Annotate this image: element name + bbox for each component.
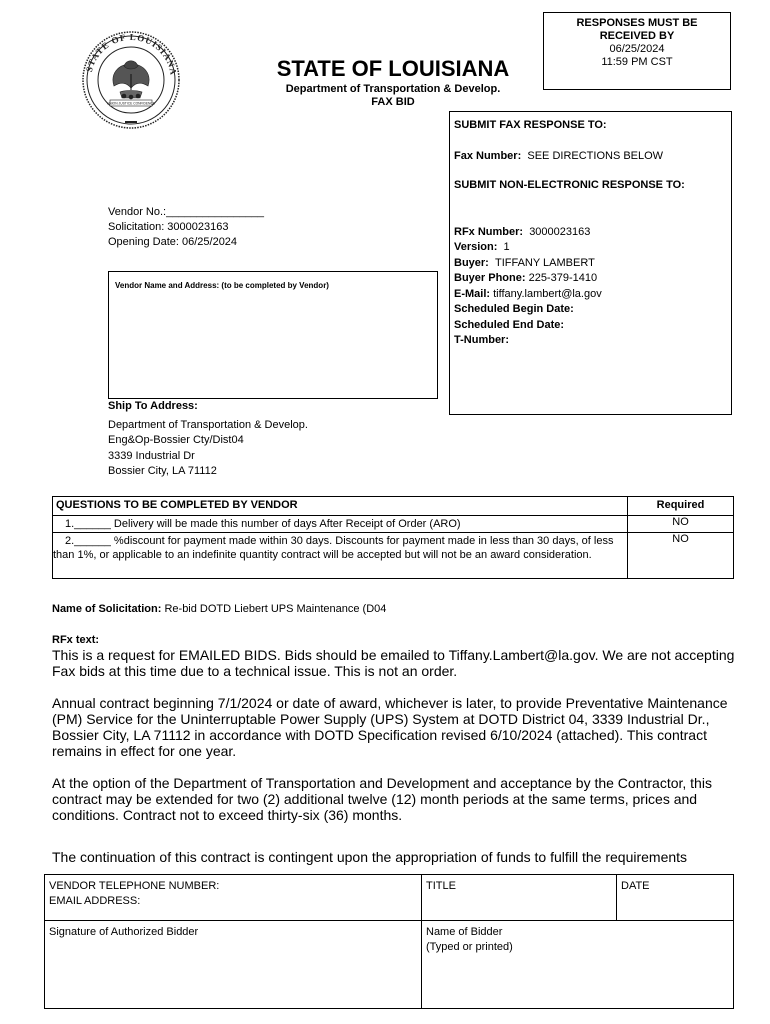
ship-line-2: Eng&Op-Bossier Cty/Dist04: [108, 434, 244, 446]
table-header-row: [53, 497, 734, 516]
ship-to-label: Ship To Address:: [108, 400, 198, 412]
vendor-phone-label: VENDOR TELEPHONE NUMBER:: [49, 880, 220, 892]
deadline-line1: RESPONSES MUST BE: [576, 17, 698, 29]
solicitation-number: Solicitation: 3000023163: [108, 221, 229, 233]
bidder-name-label: Name of Bidder: [426, 926, 503, 938]
ship-line-1: Department of Transportation & Develop.: [108, 418, 308, 431]
opening-date: Opening Date: 06/25/2024: [108, 236, 238, 248]
version-label: Version:: [454, 241, 498, 253]
solicitation-name: [52, 603, 386, 615]
title-label: TITLE: [426, 880, 456, 892]
buyer-label: Buyer:: [454, 256, 489, 269]
page-title: STATE OF LOUISIANA: [276, 56, 510, 81]
fax-bid-label: FAX BID: [371, 96, 415, 108]
signature-cell[interactable]: [45, 921, 422, 1009]
rfx-text-body: [52, 647, 752, 839]
email-value: tiffany.lambert@la.gov: [493, 287, 602, 300]
continuation-note: The continuation of this contract is contingent upon the appropriation of funds to fulfill the requirements: [52, 849, 688, 865]
rfx-number-value: 3000023163: [529, 225, 591, 238]
rfx-paragraph-3: At the option of the Department of Transportation and Development and acceptance by the Contractor, this contract may be extended for two (2) additional twelve (12) month periods at the same terms, prices and conditions. Contract not to exceed thirty-six (36) months.: [52, 775, 712, 823]
scheduled-end-label: Scheduled End Date:: [454, 318, 565, 331]
ship-line-3: 3339 Industrial Dr: [108, 449, 195, 462]
question-1-text[interactable]: 1.______ Delivery will be made this number of days After Receipt of Order (ARO): [53, 516, 628, 533]
buyer-phone-value: 225-379-1410: [528, 272, 598, 284]
state-seal-logo: [80, 30, 182, 130]
vendor-questions-table: [52, 496, 734, 579]
rfx-text-label: RFx text:: [52, 634, 100, 646]
buyer-value: TIFFANY LAMBERT: [494, 256, 595, 269]
vendor-info: [108, 205, 264, 250]
date-label: DATE: [621, 880, 650, 892]
table-row: [53, 533, 734, 579]
fax-number-label: Fax Number:: [454, 149, 522, 162]
ship-line-4: Bossier City, LA 71112: [108, 465, 217, 477]
bidder-typed-label: (Typed or printed): [426, 941, 513, 953]
email-label: E-Mail:: [454, 287, 491, 300]
vendor-name-address-box[interactable]: [108, 271, 438, 399]
deadline-line2: RECEIVED BY: [599, 30, 675, 42]
vendor-phone-email-cell[interactable]: [45, 875, 422, 921]
department-name: Department of Transportation & Develop.: [285, 83, 501, 95]
ship-to-address: [108, 399, 308, 480]
rfx-paragraph-2: Annual contract beginning 7/1/2024 or date of award, whichever is later, to provide Preventative Maintenance (PM) Service for the Uninterruptable Power Supply (UPS) System at DOTD District 04, 3339 Industrial Dr., Bossier City, LA 71112 in accordance with DOTD Specification revised 6/10/2024 (attached). This contract remains in effect for one year.: [52, 695, 728, 759]
question-2-text[interactable]: 2.______ %discount for payment made within 30 days. Discounts for payment made in less than 30 days, of less than 1%, or applicable to an indefinite quantity contract will be accepted but will not be an award consideration.: [53, 533, 628, 579]
deadline-time: 11:59 PM CST: [601, 56, 673, 68]
pelican-icon: [113, 61, 149, 99]
question-2-required: NO: [628, 533, 734, 579]
solicitation-name-value: Re-bid DOTD Liebert UPS Maintenance (D04: [164, 603, 387, 615]
rfx-number-label: RFx Number:: [454, 225, 524, 238]
signature-table: [44, 874, 734, 1009]
response-deadline-box: [543, 12, 731, 90]
questions-header: QUESTIONS TO BE COMPLETED BY VENDOR: [53, 497, 628, 516]
vendor-email-label: EMAIL ADDRESS:: [49, 895, 141, 907]
vendor-box-label: Vendor Name and Address: (to be completed by Vendor): [115, 281, 329, 290]
buyer-phone-label: Buyer Phone:: [454, 272, 526, 284]
table-row: [45, 875, 734, 921]
signature-label: Signature of Authorized Bidder: [49, 926, 199, 938]
solicitation-name-label: Name of Solicitation:: [52, 603, 162, 615]
seal-ring-text: STATE OF LOUISIANA: [83, 31, 179, 77]
fax-response-header: SUBMIT FAX RESPONSE TO:: [454, 119, 607, 131]
seal-motto: UNION JUSTICE CONFIDENCE: [107, 101, 155, 106]
department-subtitle: [240, 83, 546, 109]
date-cell[interactable]: [617, 875, 734, 921]
bidder-name-cell[interactable]: [422, 921, 734, 1009]
required-header: Required: [628, 497, 734, 516]
table-row: [45, 921, 734, 1009]
scheduled-begin-label: Scheduled Begin Date:: [454, 303, 574, 315]
version-value: 1: [503, 241, 510, 253]
rfx-paragraph-1: This is a request for EMAILED BIDS. Bids should be emailed to Tiffany.Lambert@la.gov. We are not accepting Fax bids at this time due to a technical issue. This is not an order.: [52, 647, 735, 679]
question-1-required: NO: [628, 516, 734, 533]
vendor-number-field: Vendor No.:________________: [108, 206, 264, 218]
deadline-date: 06/25/2024: [609, 43, 665, 55]
table-row: [53, 516, 734, 533]
title-cell[interactable]: [422, 875, 617, 921]
non-electronic-header: SUBMIT NON-ELECTRONIC RESPONSE TO:: [454, 179, 685, 191]
submit-response-box: [449, 111, 732, 415]
fax-number-value: SEE DIRECTIONS BELOW: [527, 149, 664, 162]
t-number-label: T-Number:: [454, 334, 509, 346]
